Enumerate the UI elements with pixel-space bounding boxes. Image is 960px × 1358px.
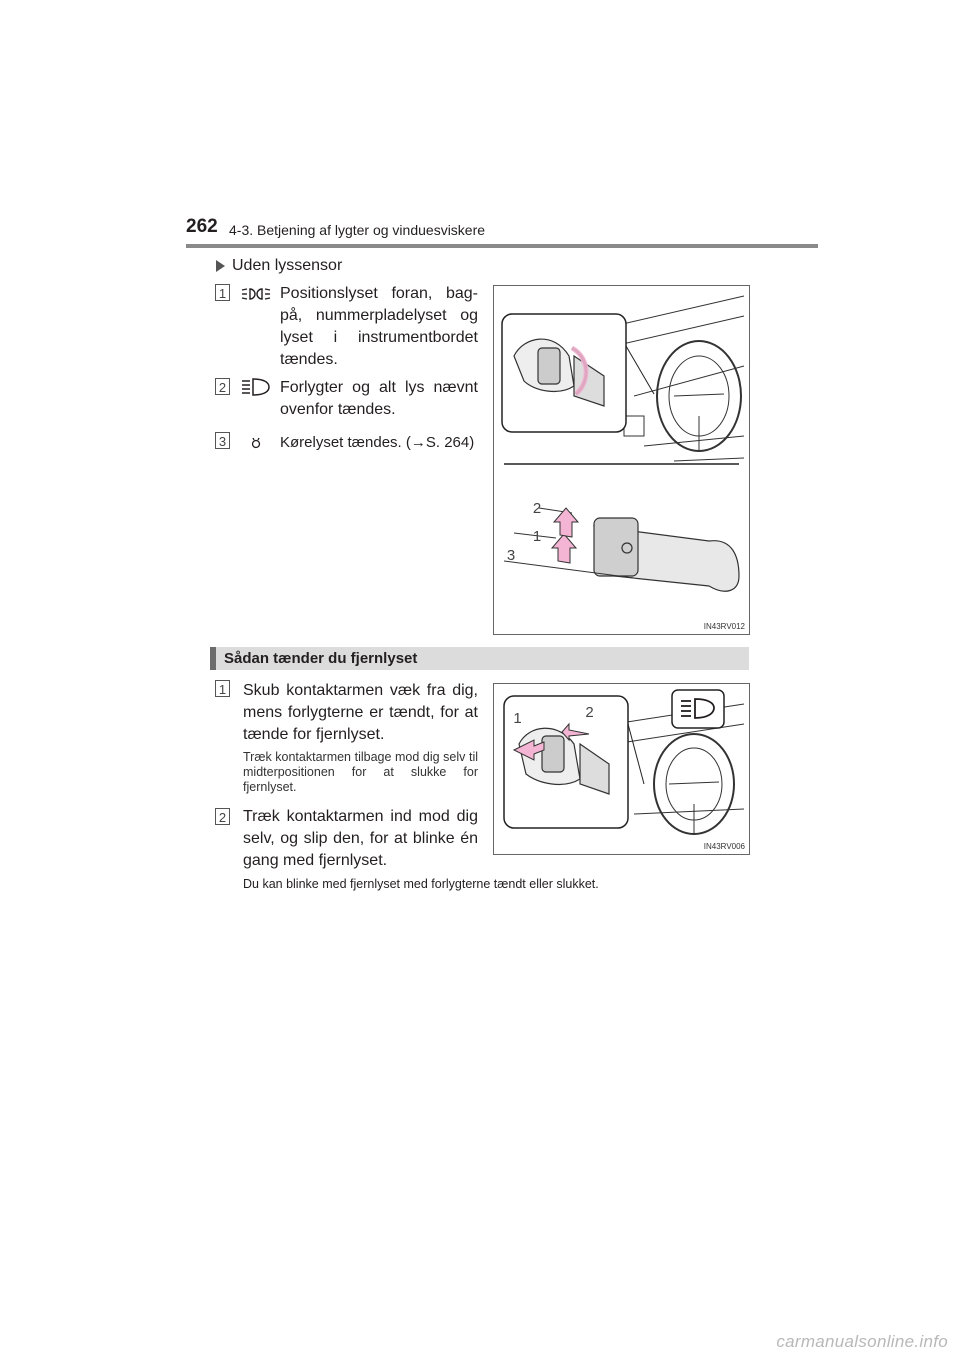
header-rule	[186, 244, 818, 248]
section-title: Sådan tænder du fjernlyset	[224, 650, 418, 667]
item-1-text: Positionslyset foran, bag-på, nummerpladelyset og lyset i instrumentbordet tændes.	[280, 285, 478, 368]
item-number-1: 1	[215, 284, 230, 301]
item-3-text: Kørelyset tændes. (→S. 264)	[280, 434, 475, 451]
triangle-bullet-icon	[216, 260, 225, 272]
figure-1-code: IN43RV012	[703, 622, 745, 631]
headlight-icon	[241, 377, 271, 397]
figure-high-beam	[493, 683, 750, 855]
figure-2-code: IN43RV006	[703, 842, 745, 851]
bottom-item-number-1: 1	[215, 680, 230, 697]
figure-2-callout-1: 1	[513, 710, 522, 727]
drl-icon	[249, 436, 263, 450]
subheading	[216, 257, 342, 275]
page-number: 262	[186, 216, 218, 237]
position-lights-icon	[241, 286, 271, 302]
bottom-item-number-2: 2	[215, 808, 230, 825]
figure-1-callout-3: 3	[506, 547, 516, 564]
watermark: carmanualsonline.info	[776, 1332, 948, 1351]
figure-light-switch	[493, 285, 750, 635]
bottom-item-1-note: Træk kontaktarmen tilbage mod dig selv til midterpositionen for at slukke for fjernlyset.	[243, 750, 478, 794]
bottom-item-2-text: Træk kontaktarmen ind mod dig selv, og slip den, for at blinke én gang med fjernlyset.	[243, 808, 478, 869]
figure-2-callout-2: 2	[585, 704, 594, 721]
footnote: Du kan blinke med fjernlyset med forlygterne tændt eller slukket.	[243, 877, 599, 891]
figure-1-callout-1: 1	[532, 528, 542, 545]
figure-1-callout-2: 2	[532, 500, 542, 517]
subheading-text: Uden lyssensor	[232, 257, 343, 274]
section-header: 4-3. Betjening af lygter og vinduesviskere	[229, 222, 486, 238]
item-number-2: 2	[215, 378, 230, 395]
figure-illustration	[494, 286, 749, 634]
figure-2-illustration	[494, 684, 749, 854]
bottom-item-1-text: Skub kontaktarmen væk fra dig, mens forlygterne er tændt, for at tænde for fjernlyset.	[243, 682, 478, 743]
item-number-3: 3	[215, 432, 230, 449]
item-2-text: Forlygter og alt lys nævnt ovenfor tændes.	[280, 379, 478, 418]
